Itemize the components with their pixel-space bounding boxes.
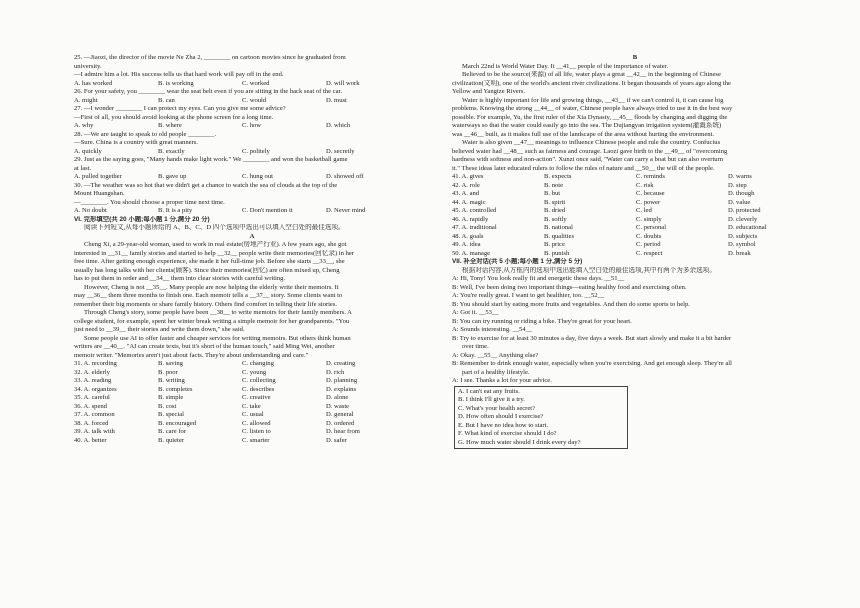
option-text: D. creating [326, 360, 356, 367]
option-row [452, 216, 818, 225]
option-text: C. young [242, 368, 267, 376]
text-line: 27. —I wonder ________ I can protect my eyes. Can you give me some advice? [74, 105, 286, 112]
box-option: C. What's your health secret? [458, 404, 536, 412]
text-line: 30. —The weather was so hot that we didn't get a chance to watch the sea of clouds at the top of the [74, 181, 338, 189]
option-text: B. where [158, 122, 182, 129]
option-row [74, 437, 430, 446]
text-line: 28. —We are taught to speak to old people ________. [74, 130, 217, 138]
option-text: B. can [158, 96, 175, 104]
option-text: 37. A. common [74, 411, 115, 418]
option-text: C. describes [242, 385, 275, 393]
option-text: C. politely [242, 147, 270, 155]
option-text: D. warns [728, 173, 752, 180]
box-option: G. How much water should I drink every day? [458, 438, 581, 446]
box-option: A. I can't eat any fruits. [458, 387, 520, 395]
option-text: C. hung out [242, 173, 273, 180]
text-line: usually has long talks with her clients(顾客). Since their memories(回忆) are often mixed up, Cheng [74, 266, 340, 274]
right-column [452, 54, 818, 449]
box-option: E. But I have no idea how to start. [458, 421, 549, 429]
option-text: D. explains [326, 385, 357, 393]
text-line: remember their big moments or share family history. Others find comfort in telling their life stories. [74, 300, 338, 308]
option-row [74, 97, 430, 106]
option-row [452, 199, 818, 208]
option-row [452, 173, 818, 182]
option-text: B. gave up [158, 173, 187, 180]
text-line: 阅读下列短文,从每小题所给的 A、B、C、D 四个选项中选出可以填入空白处的最佳选项。 [84, 224, 345, 231]
text-line: Cheng Xi, a 29-year-old woman, used to work in real estate(房地产行业). A few years ago, she got [84, 241, 347, 248]
option-text: C. listen to [242, 428, 271, 435]
text-line: B: Remember to drink enough water, especially when you're exercising. And get enough sleep. They're all [452, 360, 732, 367]
text-line: memoir writer. "Memories aren't just about facts. They're about understanding and care." [74, 351, 309, 359]
option-text: C. because [636, 190, 665, 197]
option-text: D. safer [326, 436, 347, 444]
option-text: C. personal [636, 224, 667, 231]
option-text: C. worked [242, 79, 270, 87]
box-option: B. I think I'll give it a try. [458, 396, 525, 403]
option-row [74, 420, 430, 429]
option-text: B. exactly [158, 147, 185, 155]
option-text: B. It is a pity [158, 207, 193, 214]
option-text: D. which [326, 122, 351, 129]
option-text: 42. A. role [452, 181, 480, 189]
option-text: C. simply [636, 215, 662, 223]
text-line: Water is also given __47__ meanings to influence Chinese people and rule the country. Confucius [462, 139, 721, 146]
option-text: D. protected [728, 207, 761, 214]
option-text: C. how [242, 122, 262, 129]
option-text: C. doubts [636, 232, 662, 240]
text-line: believed water had __48__ such as fairness and courage. Laozi gave birth to the __49__ of "overcoming [452, 147, 728, 155]
text-line: A: Got it. __53__ [452, 309, 499, 316]
option-text: D. planning [326, 377, 358, 384]
text-line: B: You can try running or riding a bike. They're great for your heart. [452, 317, 632, 325]
option-text: D. will work [326, 79, 360, 87]
text-line: university. [74, 62, 102, 70]
option-text: D. though [728, 190, 755, 197]
option-text: B. is working [158, 79, 194, 87]
option-row [74, 411, 430, 420]
option-row [452, 207, 818, 216]
option-text: D. break [728, 249, 751, 257]
option-text: C. risk [636, 181, 654, 189]
option-text: B. spirit [544, 198, 566, 206]
option-text: B. qualities [544, 232, 575, 240]
option-text: 41. A. gives [452, 173, 484, 180]
option-text: B. poor [158, 368, 178, 376]
section-heading: VII. 补全对话(共 5 小题;每小题 1 分,满分 5 分) [452, 258, 583, 265]
option-text: 47. A. traditional [452, 224, 497, 231]
text-line: Through Cheng's story, some people have been __38__ to write memoirs for their family members. A [84, 309, 352, 316]
option-text: C. led [636, 207, 652, 214]
option-text: A. No doubt [74, 207, 107, 214]
text-line: —I admire him a lot. His success tells us that hard work will pay off in the end. [74, 71, 284, 78]
option-text: D. value [728, 198, 751, 206]
option-text: C. respect [636, 249, 663, 257]
text-line: at last. [74, 164, 92, 172]
option-text: A. has worked [74, 79, 113, 87]
option-text: D. rich [326, 368, 345, 376]
option-text: 36. A. spend [74, 402, 107, 410]
option-text: B. care for [158, 428, 187, 435]
option-text: D. symbol [728, 241, 756, 248]
option-row [452, 182, 818, 191]
option-row [74, 122, 430, 131]
text-line: 根据对话内容,从方框内的选项中选出能填入空白处的最佳选项,其中有两个为多余选项。 [462, 266, 716, 274]
option-text: C. smarter [242, 436, 270, 444]
option-text: D. showed off [326, 173, 364, 180]
option-row [74, 207, 430, 216]
option-text: D. general [326, 411, 354, 418]
text-line: A: Hi, Tony! You look really fit and energetic these days. __51__ [452, 275, 625, 282]
option-text: D. step [728, 181, 747, 189]
option-text: 49. A. idea [452, 241, 481, 248]
text-line: part of a healthy lifestyle. [462, 368, 530, 376]
option-text: C. creative [242, 394, 271, 401]
option-row [74, 148, 430, 157]
text-line: A: Okay. __55__ Anything else? [452, 351, 539, 359]
option-text: 40. A. better [74, 436, 107, 444]
text-line: 29. Just as the saying goes, "Many hands make light work." We ________ and won the basketball game [74, 156, 348, 163]
option-text: C. Don't mention it [242, 207, 293, 214]
passage-label: A [249, 232, 255, 240]
option-text: A. pulled together [74, 173, 122, 180]
option-row [74, 80, 430, 89]
text-line: college student, for example, spent her winter break writing a simple memoir for her grandparents. "You [74, 317, 350, 325]
option-text: 45. A. controlled [452, 207, 497, 214]
option-text: D. must [326, 96, 347, 104]
text-line: 26. For your safety, you ________ wear the seat belt even if you are sitting in the back seat of the car. [74, 88, 343, 95]
option-text: B. cost [158, 402, 177, 410]
option-text: B. special [158, 411, 185, 418]
text-line: 25. —Jiaozi, the director of the movie Ne Zha 2, ________ on cartoon movies since he graduated from [74, 54, 346, 61]
text-line: Yellow and Yangtze Rivers. [452, 88, 526, 95]
text-line: However, Cheng is not __35__. Many people are now helping the elderly write their memoirs. It [84, 283, 339, 291]
text-line: civilization(文明), one of the world's ancient river civilizations. It began thousands of years ago along the [452, 79, 731, 87]
option-text: D. hear from [326, 428, 360, 435]
option-row [74, 173, 430, 182]
option-row [74, 394, 430, 403]
text-line: has to put them in order and __34__ them into clear stories with careful writing. [74, 275, 286, 282]
option-text: 31. A. recording [74, 360, 117, 367]
text-line: free time. After getting enough experience, she made it her full-time job. Before she starts __33__, she [74, 258, 345, 265]
option-text: D. alone [326, 394, 349, 401]
text-line: A: You're really great. I want to get healthier, too. __52__ [452, 292, 605, 299]
option-text: B. dried [544, 207, 566, 214]
options-box [454, 386, 628, 450]
option-text: D. ordered [326, 419, 355, 427]
text-line: —Sure. China is a country with great manners. [74, 139, 198, 146]
text-line: March 22nd is World Water Day. It __41__ people of the importance of water. [462, 62, 669, 70]
option-text: B. but [544, 190, 561, 197]
option-row [452, 250, 818, 259]
text-line: Water is highly important for life and growing things, __43__ if we can't control it, it can cause big [462, 96, 724, 104]
option-text: B. saving [158, 360, 183, 367]
option-text: C. changing [242, 360, 274, 367]
option-text: A. quickly [74, 147, 102, 155]
option-row [74, 369, 430, 378]
option-text: C. take [242, 402, 261, 410]
option-row [452, 224, 818, 233]
text-line: over time. [462, 343, 489, 350]
left-column [74, 54, 430, 445]
option-text: B. note [544, 181, 564, 189]
option-text: A. might [74, 96, 98, 104]
text-line: it." These ideas later educated rulers to follow the rules of nature and __50__ the will of the people. [452, 164, 715, 172]
section-heading: VI. 完形填空(共 20 小题;每小题 1 分,满分 20 分) [74, 215, 210, 223]
text-line: interested in __31__ family stories and started to help __32__ people write their memories(回忆录) in her [74, 249, 354, 257]
option-text: C. collecting [242, 377, 276, 384]
text-line: —First of all, you should avoid looking at the phone screen for a long time. [74, 113, 274, 121]
option-text: A. why [74, 122, 94, 129]
option-row [452, 241, 818, 250]
option-text: C. would [242, 96, 267, 104]
text-line: problems. Knowing the strong __44__ of water, Chinese people have always tried to use it in the best way [452, 105, 733, 112]
option-text: 34. A. organizes [74, 385, 117, 393]
box-option: D. How often should I exercise? [458, 413, 544, 420]
text-line: B: Well, I've been doing two important things—eating healthy food and exercising often. [452, 283, 687, 291]
text-line: —________. You should choose a proper time next time. [74, 198, 225, 206]
option-text: 44. A. magic [452, 198, 486, 206]
text-line: writers are __40__. "AI can create texts, but it's short of the human touch," said Ming Wei, another [74, 343, 335, 350]
option-row [452, 190, 818, 199]
option-row [74, 386, 430, 395]
option-text: 48. A. goals [452, 232, 484, 240]
text-line: A: I see. Thanks a lot for your advice. [452, 377, 552, 384]
text-line: may __36__ them three months to finish one. Each memoir tells a __37__ story. Some clients want to [74, 292, 343, 299]
option-text: B. softly [544, 215, 567, 223]
option-text: B. quieter [158, 436, 185, 444]
option-text: 32. A. elderly [74, 368, 110, 376]
option-text: C. usual [242, 411, 264, 418]
option-row [452, 233, 818, 242]
option-text: C. reminds [636, 173, 665, 180]
option-text: B. price [544, 241, 565, 248]
option-text: B. simple [158, 394, 184, 401]
text-line: Believed to be the source(来源) of all life, water plays a great __42__ in the beginning of Chinese [462, 71, 721, 78]
text-line: B: Try to exercise for at least 30 minutes a day, five days a week. But start slowly and make it a bit harder [452, 334, 732, 342]
option-text: D. cleverly [728, 215, 758, 223]
option-text: B. encouraged [158, 419, 197, 427]
option-text: 33. A. reading [74, 377, 112, 384]
option-text: D. Never mind [326, 207, 366, 214]
option-row [74, 403, 430, 412]
text-line: B: You should start by eating more fruits and vegetables. And then do some sports to help. [452, 300, 690, 308]
text-line: Some people use AI to offer faster and cheaper services for writing memoirs. But others think human [84, 334, 351, 342]
text-line: waterways so that the water could easily go into the sea. The Dujiangyan irrigation system(灌溉系统) [452, 122, 722, 129]
option-text: B. national [544, 224, 573, 231]
text-line: possible. For example, Yu, the first ruler of the Xia Dynasty, __45__ floods by changing and digging the [452, 113, 728, 121]
option-text: 38. A. forced [74, 419, 109, 427]
option-text: D. waste [326, 402, 350, 410]
option-row [74, 377, 430, 386]
text-line: Mount Huangshan. [74, 190, 125, 197]
passage-label: B [632, 54, 638, 61]
option-text: B. expects [544, 173, 572, 180]
option-text: 39. A. talk with [74, 428, 115, 435]
text-line: just need to __39__ their stories and write them down," she said. [74, 326, 245, 333]
option-text: B. writing [158, 377, 185, 384]
option-text: 46. A. rapidly [452, 215, 489, 223]
option-text: D. secretly [326, 147, 355, 155]
option-text: 50. A. manage [452, 249, 491, 257]
option-text: D. subjects [728, 232, 758, 240]
option-text: C. power [636, 198, 661, 206]
option-text: D. educational [728, 224, 767, 231]
text-line: was __46__ built, as it makes full use of the landscape of the area without hurting the environment. [452, 130, 715, 138]
box-option: F. What kind of exercise should I do? [458, 430, 557, 437]
option-row [74, 360, 430, 369]
option-text: B. punish [544, 249, 570, 257]
text-line: hardness with softness and non-action". Xunzi once said, "Water can carry a boat but can also overturn [452, 156, 724, 163]
option-row [74, 428, 430, 437]
option-text: 43. A. and [452, 190, 480, 197]
option-text: C. period [636, 241, 661, 248]
option-text: C. allowed [242, 419, 271, 427]
option-text: 35. A. careful [74, 394, 110, 401]
text-line: A: Sounds interesting. __54__ [452, 326, 533, 333]
option-text: B. completes [158, 385, 193, 393]
